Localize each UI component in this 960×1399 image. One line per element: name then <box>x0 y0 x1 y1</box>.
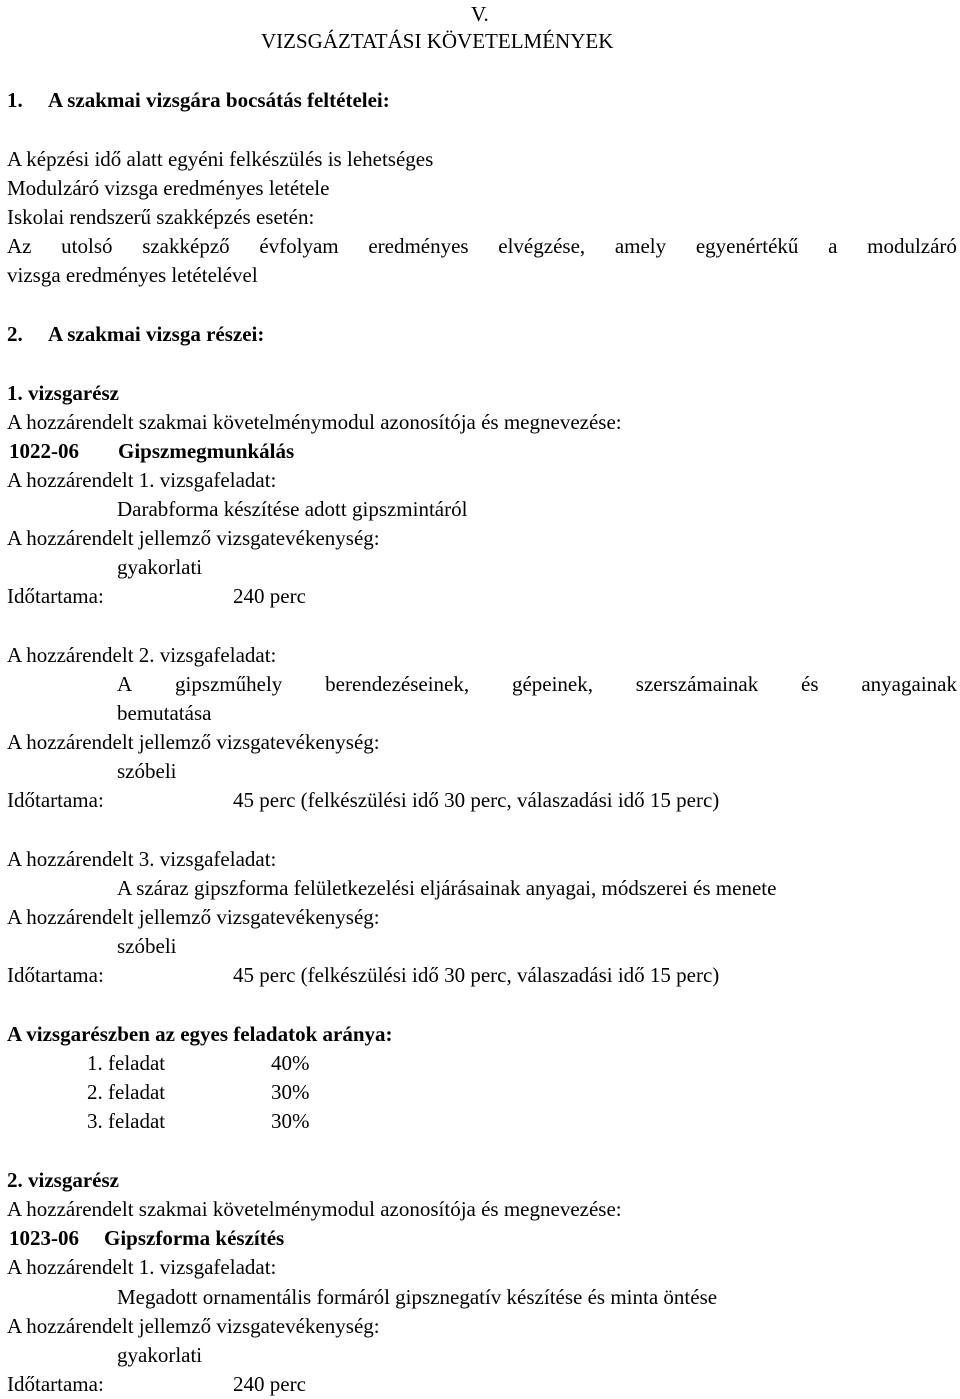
section1-line-3: Iskolai rendszerű szakképzés esetén: <box>7 205 315 229</box>
section1-line-1: A képzési idő alatt egyéni felkészülés is lehetséges <box>7 147 434 171</box>
section1-number: 1. <box>7 88 23 112</box>
part1-task3-label: A hozzárendelt 3. vizsgafeladat: <box>7 847 277 871</box>
section1-title: A szakmai vizsgára bocsátás feltételei: <box>48 88 390 112</box>
word: anyagainak <box>861 672 957 696</box>
part1-task1-label: A hozzárendelt 1. vizsgafeladat: <box>7 468 277 492</box>
word: modulzáró <box>867 234 957 258</box>
section2-title: A szakmai vizsga részei: <box>48 322 265 346</box>
word: gipszműhely <box>174 672 283 696</box>
part2-module-name: Gipszforma készítés <box>104 1226 285 1250</box>
part1-task1-duration-label: Időtartama: <box>7 584 104 608</box>
section2-number: 2. <box>7 322 23 346</box>
chapter-number: V. <box>471 2 489 26</box>
word: szakképző <box>142 234 230 258</box>
word: egyenértékű <box>695 234 799 258</box>
word: elvégzése, <box>498 234 586 258</box>
word: utolsó <box>61 234 113 258</box>
part1-task3-duration-label: Időtartama: <box>7 963 104 987</box>
word: szerszámainak <box>635 672 759 696</box>
part1-task3-desc: A száraz gipszforma felületkezelési eljárásainak anyagai, módszerei és menete <box>117 876 777 900</box>
part1-task2-activity-label: A hozzárendelt jellemző vizsgatevékenység: <box>7 730 380 754</box>
part1-task2-duration-label: Időtartama: <box>7 788 104 812</box>
ratio-percent: 30% <box>271 1109 310 1133</box>
part2-heading: 2. vizsgarész <box>7 1168 119 1192</box>
part1-task3-duration: 45 perc (felkészülési idő 30 perc, válaszadási idő 15 perc) <box>233 963 720 987</box>
word: gépeinek, <box>511 672 593 696</box>
part1-task3-activity: szóbeli <box>117 934 177 958</box>
section1-line-2: Modulzáró vizsga eredményes letétele <box>7 176 330 200</box>
word: évfolyam <box>259 234 339 258</box>
part2-task1-desc: Megadott ornamentális formáról gipsznegatív készítése és minta öntése <box>117 1285 718 1309</box>
part1-task2-desc-last: bemutatása <box>117 701 212 725</box>
word: Az <box>7 234 32 258</box>
word: és <box>801 672 819 696</box>
word: amely <box>614 234 667 258</box>
part2-module-label: A hozzárendelt szakmai követelménymodul azonosítója és megnevezése: <box>7 1197 622 1221</box>
part1-task1-activity: gyakorlati <box>117 555 203 579</box>
part1-heading: 1. vizsgarész <box>7 381 119 405</box>
section1-line-4-justified <box>7 234 957 258</box>
part2-task1-activity-label: A hozzárendelt jellemző vizsgatevékenység: <box>7 1314 380 1338</box>
word: eredményes <box>368 234 469 258</box>
part1-task3-activity-label: A hozzárendelt jellemző vizsgatevékenység: <box>7 905 380 929</box>
word: a <box>828 234 838 258</box>
part2-task1-activity: gyakorlati <box>117 1343 203 1367</box>
ratio-percent: 30% <box>271 1080 310 1104</box>
part2-module-code: 1023-06 <box>9 1226 79 1250</box>
part1-task2-desc-justified <box>117 672 957 696</box>
part1-task2-label: A hozzárendelt 2. vizsgafeladat: <box>7 643 277 667</box>
part1-ratio-heading: A vizsgarészben az egyes feladatok aránya: <box>7 1022 393 1046</box>
part1-task2-duration: 45 perc (felkészülési idő 30 perc, válaszadási idő 15 perc) <box>233 788 720 812</box>
part1-task1-activity-label: A hozzárendelt jellemző vizsgatevékenység: <box>7 526 380 550</box>
part2-task1-duration-label: Időtartama: <box>7 1372 104 1396</box>
word: berendezéseinek, <box>325 672 470 696</box>
ratio-task: 2. feladat <box>87 1080 166 1104</box>
part2-task1-label: A hozzárendelt 1. vizsgafeladat: <box>7 1255 277 1279</box>
part1-task1-duration: 240 perc <box>233 584 306 608</box>
ratio-task: 3. feladat <box>87 1109 166 1133</box>
ratio-task: 1. feladat <box>87 1051 166 1075</box>
part1-module-code: 1022-06 <box>9 439 79 463</box>
part1-task2-activity: szóbeli <box>117 759 177 783</box>
part2-task1-duration: 240 perc <box>233 1372 306 1396</box>
part1-module-name: Gipszmegmunkálás <box>118 439 295 463</box>
part1-module-label: A hozzárendelt szakmai követelménymodul azonosítója és megnevezése: <box>7 410 622 434</box>
section1-line-5: vizsga eredményes letételével <box>7 263 258 287</box>
chapter-title: VIZSGÁZTATÁSI KÖVETELMÉNYEK <box>261 29 614 53</box>
part1-task1-desc: Darabforma készítése adott gipszmintáról <box>117 497 468 521</box>
word: A <box>117 672 133 696</box>
ratio-percent: 40% <box>271 1051 310 1075</box>
